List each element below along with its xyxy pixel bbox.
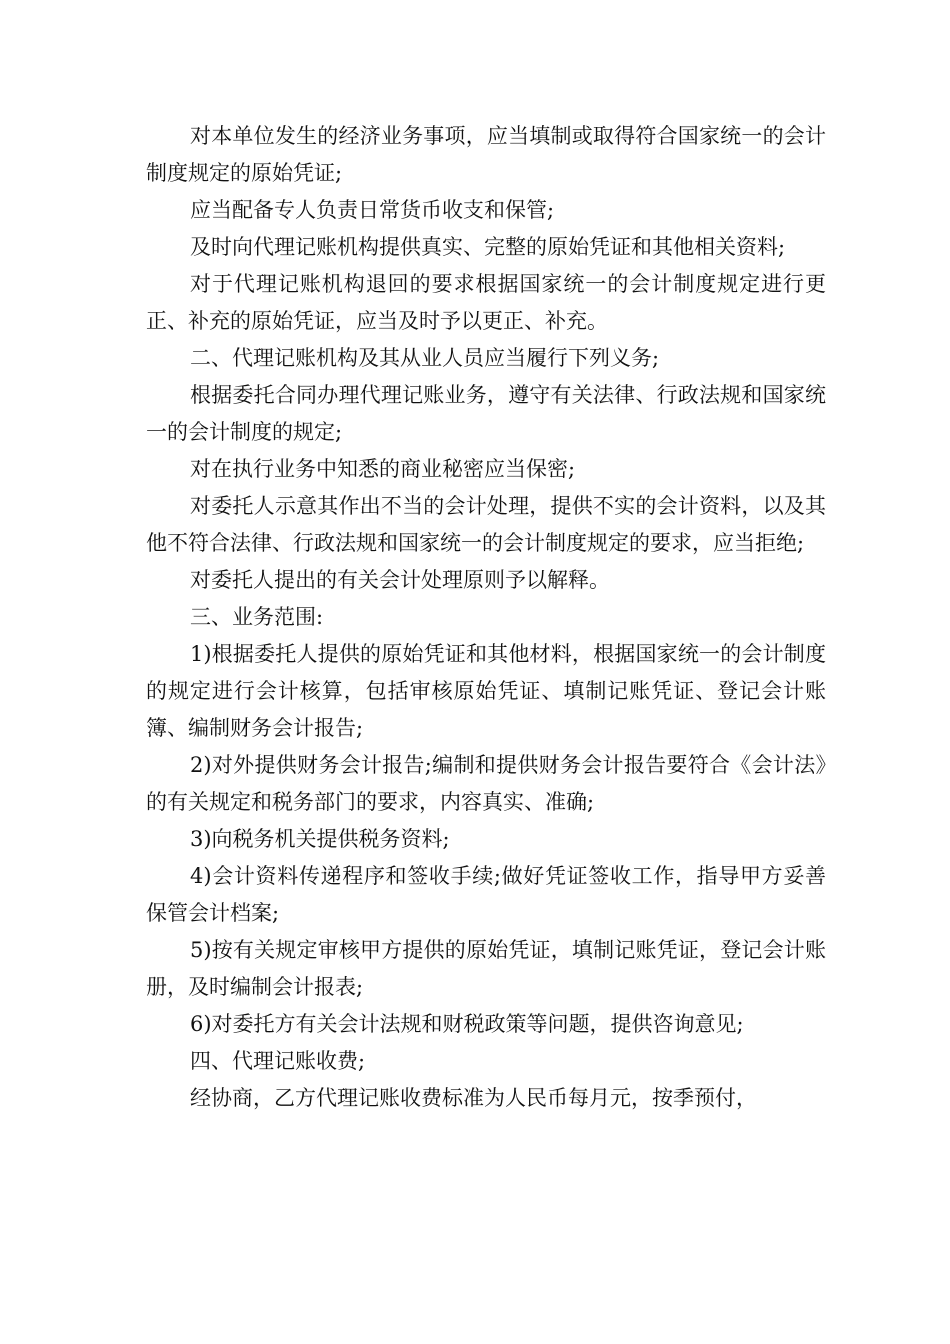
section-heading-4: 四、代理记账收费; bbox=[190, 1049, 366, 1073]
section-heading-3: 三、业务范围: bbox=[190, 605, 324, 629]
paragraph-8: 对委托人示意其作出不当的会计处理，提供不实的会计资料，以及其他不符合法律、行政法规和国家统一的会计制度规定的要求，应当拒绝; bbox=[146, 494, 826, 555]
paragraph-3: 及时向代理记账机构提供真实、完整的原始凭证和其他相关资料; bbox=[190, 235, 786, 259]
section-heading-2: 二、代理记账机构及其从业人员应当履行下列义务; bbox=[190, 346, 660, 370]
paragraph-6: 根据委托合同办理代理记账业务，遵守有关法律、行政法规和国家统一的会计制度的规定; bbox=[146, 383, 826, 444]
scope-item-3: 3)向税务机关提供税务资料; bbox=[190, 827, 450, 851]
paragraph-1: 对本单位发生的经济业务事项，应当填制或取得符合国家统一的会计制度规定的原始凭证; bbox=[146, 124, 826, 185]
paragraph-7: 对在执行业务中知悉的商业秘密应当保密; bbox=[190, 457, 576, 481]
paragraph-9: 对委托人提出的有关会计处理原则予以解释。 bbox=[190, 568, 610, 592]
paragraph-2: 应当配备专人负责日常货币收支和保管; bbox=[190, 198, 555, 222]
document-body bbox=[146, 118, 826, 1117]
scope-item-1: 1)根据委托人提供的原始凭证和其他材料，根据国家统一的会计制度的规定进行会计核算，包括审核原始凭证、填制记账凭证、登记会计账簿、编制财务会计报告; bbox=[146, 642, 826, 740]
scope-item-6: 6)对委托方有关会计法规和财税政策等问题，提供咨询意见; bbox=[190, 1012, 744, 1036]
scope-item-2: 2)对外提供财务会计报告;编制和提供财务会计报告要符合《会计法》的有关规定和税务部门的要求，内容真实、准确; bbox=[146, 753, 826, 814]
paragraph-fee: 经协商，乙方代理记账收费标准为人民币每月元，按季预付， bbox=[190, 1086, 757, 1110]
scope-item-5: 5)按有关规定审核甲方提供的原始凭证，填制记账凭证，登记会计账册，及时编制会计报表; bbox=[146, 938, 826, 999]
paragraph-4: 对于代理记账机构退回的要求根据国家统一的会计制度规定进行更正、补充的原始凭证，应当及时予以更正、补充。 bbox=[146, 272, 826, 333]
scope-item-4: 4)会计资料传递程序和签收手续;做好凭证签收工作，指导甲方妥善保管会计档案; bbox=[146, 864, 826, 925]
